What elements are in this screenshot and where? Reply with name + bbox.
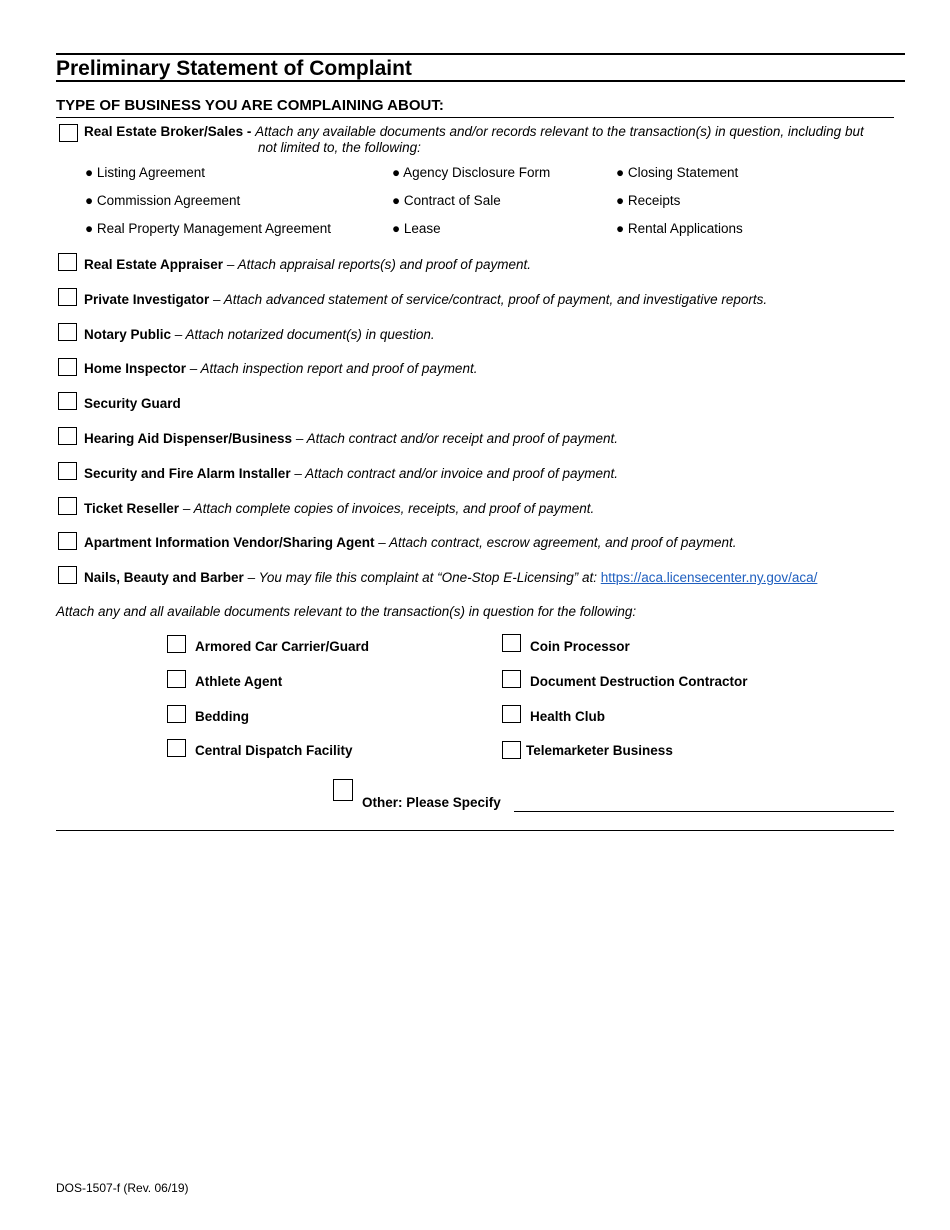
bullet-property-management: ● Real Property Management Agreement <box>85 221 332 236</box>
nails-label: Nails, Beauty and Barber <box>84 570 244 585</box>
option-desc: – Attach contract and/or invoice and proof of payment. <box>290 466 619 481</box>
bullet-agency-disclosure: ● Agency Disclosure Form <box>392 165 551 180</box>
heading-underline <box>56 117 894 118</box>
health-club-checkbox[interactable] <box>502 705 521 723</box>
option-desc: – Attach complete copies of invoices, receipts, and proof of payment. <box>179 501 595 516</box>
option-row <box>84 431 618 447</box>
option-label: Ticket Reseller <box>84 501 180 516</box>
central-dispatch-checkbox[interactable] <box>167 739 186 757</box>
grid-label: Telemarketer Business <box>526 743 673 758</box>
grid-label: Armored Car Carrier/Guard <box>195 639 370 654</box>
option-row <box>84 292 767 308</box>
option-label: Private Investigator <box>84 292 210 307</box>
e-licensing-link[interactable]: https://aca.licensecenter.ny.gov/aca/ <box>600 570 818 585</box>
attach-note: Attach any and all available documents relevant to the transaction(s) in question for the following: <box>56 604 637 619</box>
grid-label: Coin Processor <box>530 639 630 654</box>
option-row <box>84 257 531 273</box>
ticket-reseller-checkbox[interactable] <box>58 497 77 515</box>
option-desc: – Attach advanced statement of service/contract, proof of payment, and investigative reports. <box>209 292 768 307</box>
option-row <box>84 361 477 377</box>
form-number: DOS-1507-f (Rev. 06/19) <box>56 1181 189 1195</box>
option-label: Hearing Aid Dispenser/Business <box>84 431 293 446</box>
nails-desc: – You may file this complaint at “One-Stop E-Licensing” at: <box>243 570 601 585</box>
other-specify-field[interactable] <box>514 795 894 812</box>
real-estate-broker-desc: Attach any available documents and/or records relevant to the transaction(s) in question, including but <box>255 124 864 139</box>
home-inspector-checkbox[interactable] <box>58 358 77 376</box>
telemarketer-checkbox[interactable] <box>502 741 521 759</box>
coin-processor-checkbox[interactable] <box>502 634 521 652</box>
fire-alarm-installer-checkbox[interactable] <box>58 462 77 480</box>
grid-label: Athlete Agent <box>195 674 283 689</box>
bullet-receipts: ● Receipts <box>616 193 681 208</box>
notary-public-checkbox[interactable] <box>58 323 77 341</box>
private-investigator-checkbox[interactable] <box>58 288 77 306</box>
apartment-vendor-checkbox[interactable] <box>58 532 77 550</box>
option-desc: – Attach appraisal reports(s) and proof of payment. <box>223 257 531 272</box>
page-title: Preliminary Statement of Complaint <box>56 57 412 80</box>
bottom-rule <box>56 830 894 831</box>
option-desc: – Attach contract and/or receipt and proof of payment. <box>292 431 619 446</box>
top-rule <box>56 53 905 55</box>
option-desc: – Attach notarized document(s) in question. <box>171 327 435 342</box>
athlete-agent-checkbox[interactable] <box>167 670 186 688</box>
security-guard-checkbox[interactable] <box>58 392 77 410</box>
option-label: Real Estate Appraiser <box>84 257 224 272</box>
bullet-listing-agreement: ● Listing Agreement <box>85 165 205 180</box>
real-estate-appraiser-checkbox[interactable] <box>58 253 77 271</box>
option-label: Security and Fire Alarm Installer <box>84 466 291 481</box>
document-destruction-checkbox[interactable] <box>502 670 521 688</box>
option-row <box>84 396 181 412</box>
nails-beauty-barber-checkbox[interactable] <box>58 566 77 584</box>
real-estate-broker-checkbox[interactable] <box>59 124 78 142</box>
nails-row <box>84 570 817 586</box>
bullet-rental-applications: ● Rental Applications <box>616 221 743 236</box>
option-desc: – Attach contract, escrow agreement, and proof of payment. <box>374 535 737 550</box>
grid-label: Central Dispatch Facility <box>195 743 353 758</box>
bullet-closing-statement: ● Closing Statement <box>616 165 739 180</box>
option-row <box>84 501 594 517</box>
other-checkbox[interactable] <box>333 779 353 801</box>
option-label: Notary Public <box>84 327 172 342</box>
bullet-commission-agreement: ● Commission Agreement <box>85 193 241 208</box>
real-estate-broker-row <box>84 124 864 140</box>
title-underline <box>56 80 905 82</box>
bullet-lease: ● Lease <box>392 221 441 236</box>
bullet-contract-of-sale: ● Contract of Sale <box>392 193 501 208</box>
grid-label: Document Destruction Contractor <box>530 674 748 689</box>
section-heading: TYPE OF BUSINESS YOU ARE COMPLAINING ABOUT: <box>56 97 444 114</box>
option-label: Security Guard <box>84 396 181 411</box>
grid-label: Bedding <box>195 709 249 724</box>
option-label: Apartment Information Vendor/Sharing Agent <box>84 535 375 550</box>
option-label: Home Inspector <box>84 361 187 376</box>
armored-car-checkbox[interactable] <box>167 635 186 653</box>
hearing-aid-checkbox[interactable] <box>58 427 77 445</box>
grid-label: Health Club <box>530 709 606 724</box>
bedding-checkbox[interactable] <box>167 705 186 723</box>
option-row <box>84 535 736 551</box>
option-row <box>84 466 618 482</box>
option-row <box>84 327 435 343</box>
real-estate-broker-desc-cont: not limited to, the following: <box>258 140 421 155</box>
option-desc: – Attach inspection report and proof of payment. <box>186 361 478 376</box>
other-label: Other: Please Specify <box>362 795 501 810</box>
real-estate-broker-label: Real Estate Broker/Sales - <box>84 124 252 139</box>
